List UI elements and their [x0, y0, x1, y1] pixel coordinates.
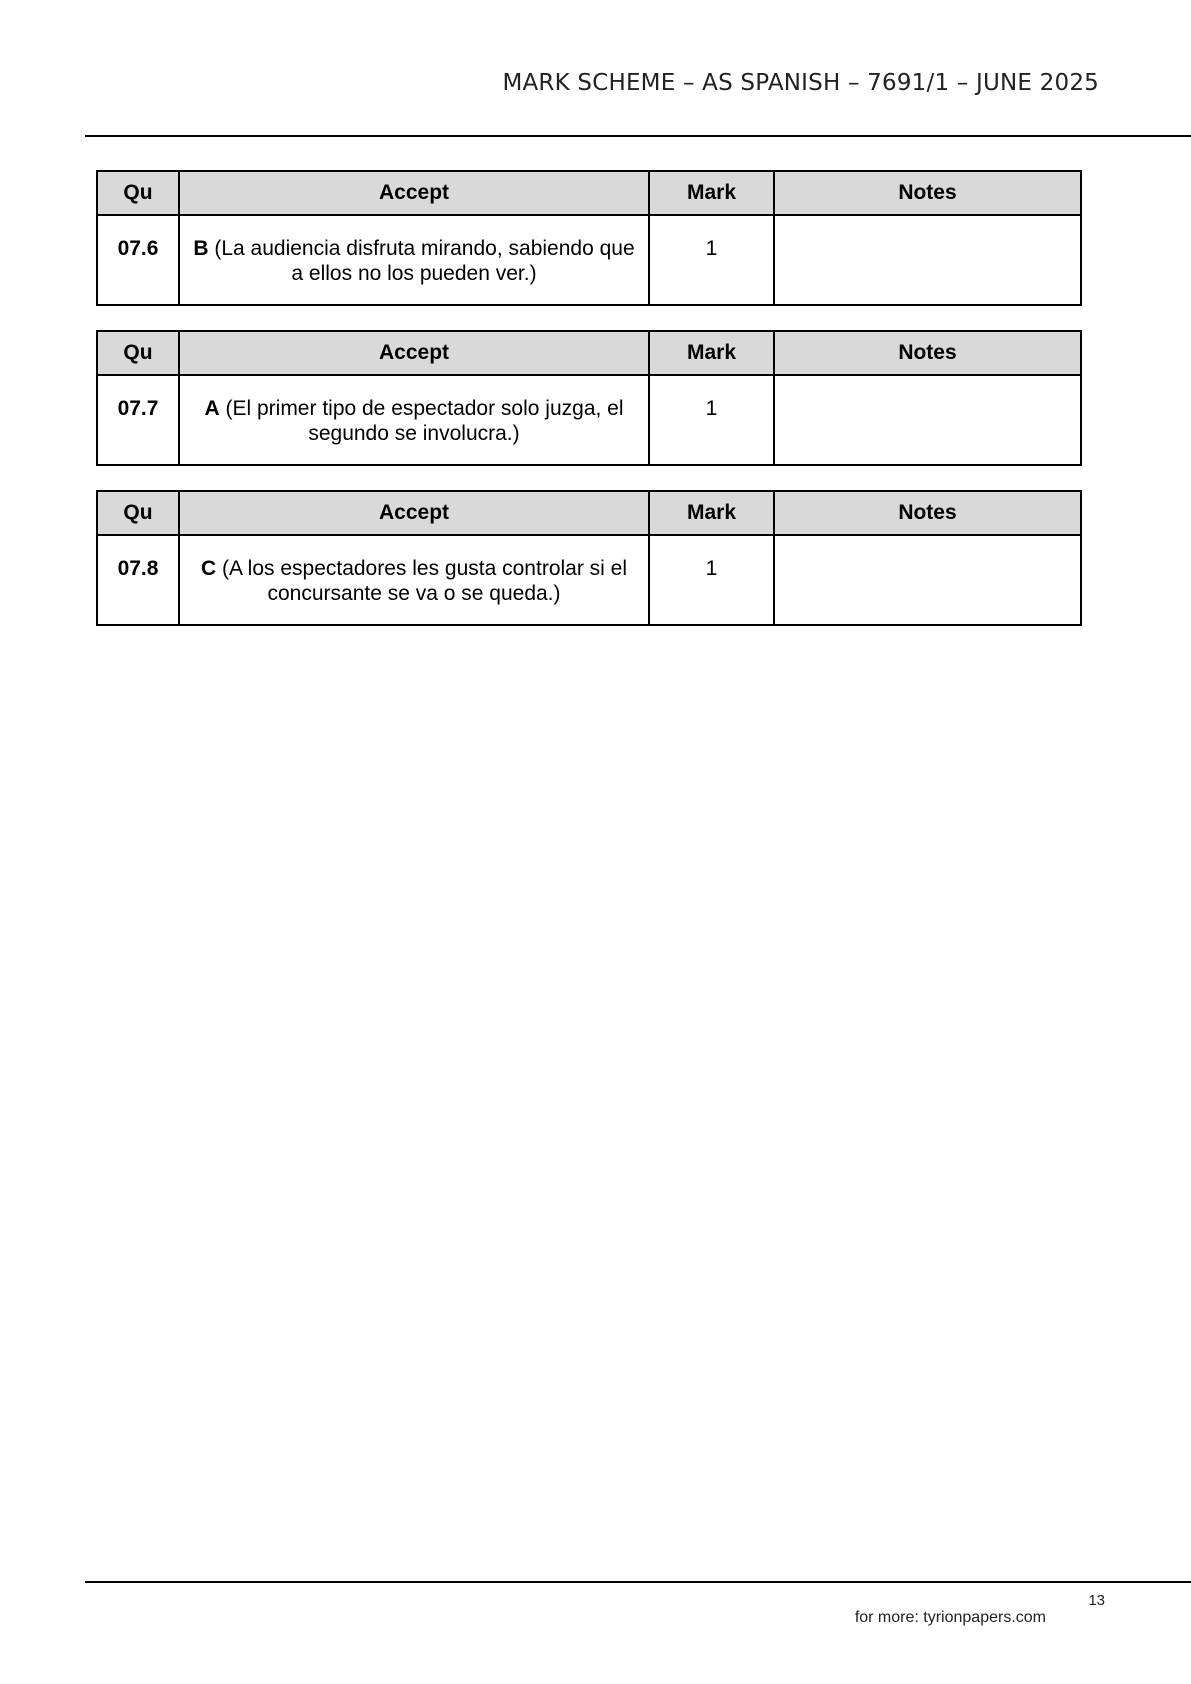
table-header-row: [97, 491, 1081, 535]
answer-explanation: (La audiencia disfruta mirando, sabiendo que a ellos no los pueden ver.): [208, 237, 635, 285]
notes-cell: [774, 215, 1081, 305]
mark-value: 1: [649, 375, 774, 465]
table-row: [97, 375, 1081, 465]
column-header-mark: Mark: [649, 331, 774, 375]
column-header-accept: Accept: [179, 491, 649, 535]
footer-divider: [85, 1581, 1191, 1583]
page-header-title: MARK SCHEME – AS SPANISH – 7691/1 – JUNE 2025: [502, 70, 1099, 96]
page-number: 13: [1088, 1592, 1105, 1609]
answer-letter: B: [193, 237, 209, 260]
footer-link-text: for more: tyrionpapers.com: [854, 1609, 1046, 1626]
answer-explanation: (A los espectadores les gusta controlar si el concursante se va o se queda.): [216, 557, 628, 605]
table-header-row: [97, 171, 1081, 215]
answer-explanation: (El primer tipo de espectador solo juzga, el segundo se involucra.): [219, 397, 624, 445]
question-number: 07.7: [97, 375, 179, 465]
column-header-accept: Accept: [179, 171, 649, 215]
mark-table-07-7: [96, 330, 1082, 466]
mark-value: 1: [649, 535, 774, 625]
accepted-answer: [179, 375, 649, 465]
column-header-qu: Qu: [97, 491, 179, 535]
accepted-answer: [179, 215, 649, 305]
column-header-notes: Notes: [774, 491, 1081, 535]
column-header-qu: Qu: [97, 171, 179, 215]
column-header-mark: Mark: [649, 171, 774, 215]
question-number: 07.6: [97, 215, 179, 305]
column-header-accept: Accept: [179, 331, 649, 375]
question-number: 07.8: [97, 535, 179, 625]
notes-cell: [774, 535, 1081, 625]
column-header-notes: Notes: [774, 331, 1081, 375]
answer-letter: C: [200, 557, 217, 580]
column-header-mark: Mark: [649, 491, 774, 535]
accepted-answer: [179, 535, 649, 625]
column-header-notes: Notes: [774, 171, 1081, 215]
table-header-row: [97, 331, 1081, 375]
table-row: [97, 535, 1081, 625]
column-header-qu: Qu: [97, 331, 179, 375]
table-row: [97, 215, 1081, 305]
mark-value: 1: [649, 215, 774, 305]
notes-cell: [774, 375, 1081, 465]
header-divider: [85, 135, 1191, 137]
mark-table-07-8: [96, 490, 1082, 626]
answer-letter: A: [204, 397, 220, 420]
mark-table-07-6: [96, 170, 1082, 306]
